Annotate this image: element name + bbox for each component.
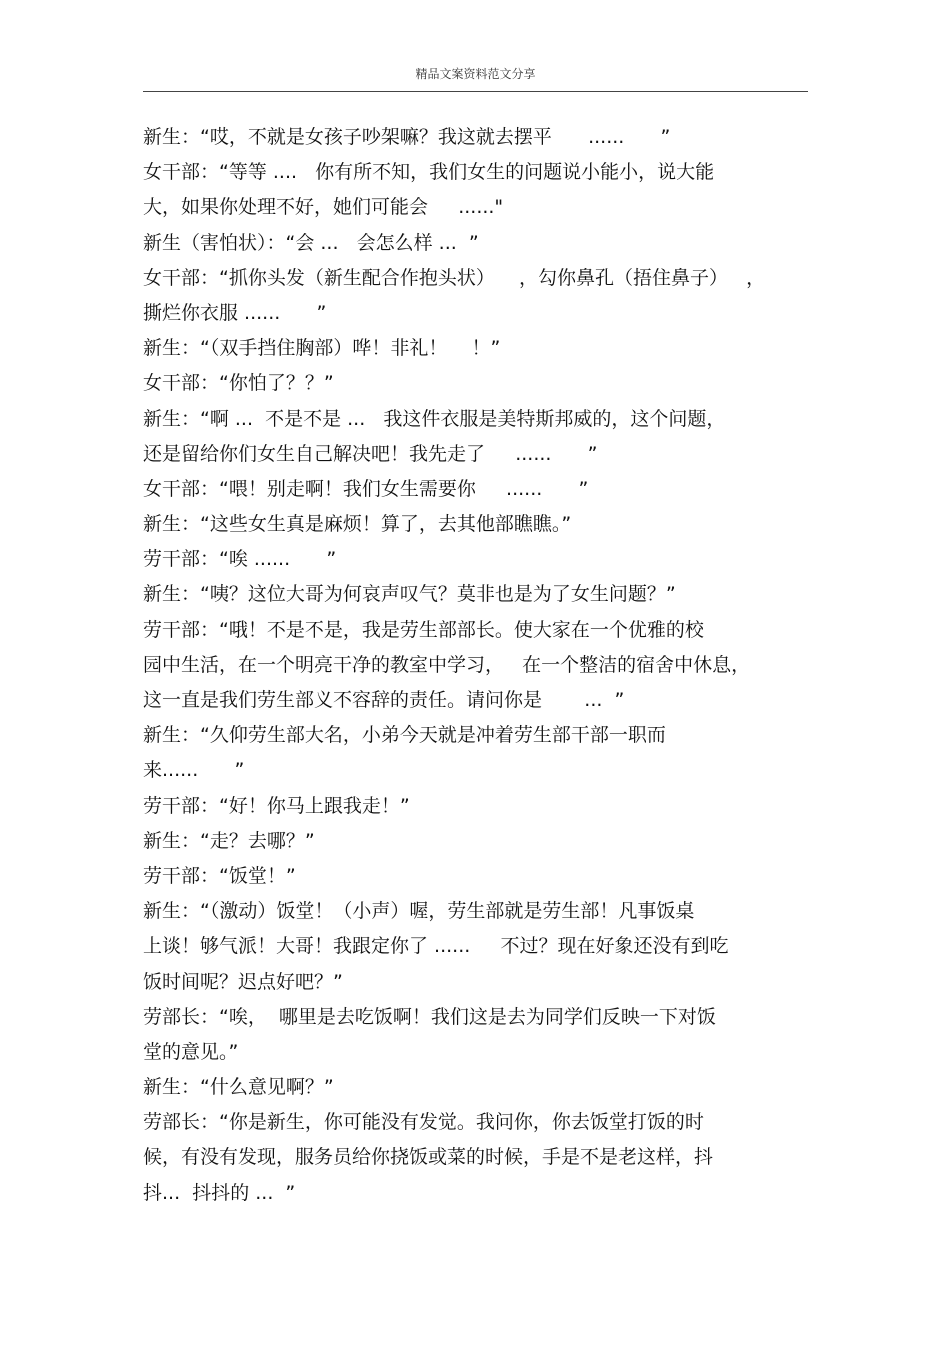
text-line: 上谈！够气派！大哥！我跟定你了 ...... 不过？现在好象还没有到吃: [143, 935, 729, 958]
text-line: 还是留给你们女生自己解决吧！我先走了 ...... ”: [143, 442, 598, 465]
header-rule: [143, 91, 808, 92]
text-line: 新生：“哎，不就是女孩子吵架嘛？我这就去摆平 ...... ”: [143, 126, 671, 148]
text-line: 撕烂你衣服 ...... ”: [143, 301, 327, 324]
text-line: 园中生活，在一个明亮干净的教室中学习， 在一个整洁的宿舍中休息，: [143, 653, 751, 676]
page-header: 精品文案资料范文分享: [415, 67, 536, 81]
text-line: 劳干部：“唉 ...... ”: [143, 548, 337, 571]
text-line: 女干部：“你怕了？？”: [143, 372, 334, 395]
text-line: 抖... 抖抖的 ... ”: [143, 1181, 296, 1204]
text-line: 新生：“（激动）饭堂！（小声）喔，劳生部就是劳生部！凡事饭桌: [143, 900, 695, 923]
text-line: 新生：“咦？这位大哥为何哀声叹气？莫非也是为了女生问题？”: [143, 583, 676, 606]
text-line: 劳部长：“你是新生，你可能没有发觉。我问你，你去饭堂打饭的时: [143, 1111, 704, 1134]
text-line: 女干部：“等等 .... 你有所不知，我们女生的问题说小能小，说大能: [143, 161, 715, 184]
text-line: 女干部：“喂！别走啊！我们女生需要你 ...... ”: [143, 477, 589, 500]
text-line: 新生（害怕状）：“会 ... 会怎么样 ... ”: [143, 231, 479, 254]
text-line: 新生：“啊 ... 不是不是 ... 我这件衣服是美特斯邦威的，这个问题，: [143, 407, 726, 430]
text-line: 这一直是我们劳生部义不容辞的责任。请问你是 ... ”: [143, 689, 625, 711]
text-line: 劳干部：“好！你马上跟我走！”: [143, 794, 410, 817]
text-line: 来...... ”: [143, 759, 245, 782]
text-line: 劳部长：“唉， 哪里是去吃饭啊！我们这是去为同学们反映一下对饭: [143, 1005, 716, 1028]
text-line: 饭时间呢？迟点好吧？”: [143, 970, 343, 993]
document-body: [143, 120, 813, 1211]
text-line: 劳干部：“饭堂！”: [143, 864, 296, 887]
text-line: 大，如果你处理不好，她们可能会 ......": [143, 196, 504, 219]
text-line: 新生：“什么意见啊？”: [143, 1076, 334, 1099]
text-line: 候，有没有发现，服务员给你挠饭或菜的时候，手是不是老这样，抖: [143, 1146, 714, 1169]
text-line: 堂的意见。”: [143, 1040, 239, 1063]
text-line: 劳干部：“哦！不是不是，我是劳生部部长。使大家在一个优雅的校: [143, 618, 704, 641]
text-line: 新生：“这些女生真是麻烦！算了，去其他部瞧瞧。”: [143, 513, 572, 536]
text-line: 新生：“走？去哪？”: [143, 829, 315, 852]
text-line: 新生：“久仰劳生部大名，小弟今天就是冲着劳生部干部一职而: [143, 724, 666, 747]
text-line: 新生：“（双手挡住胸部）哗！非礼！ ！”: [143, 337, 501, 360]
text-line: 女干部：“抓你头发（新生配合作抱头状） ，勾你鼻孔（捂住鼻子） ，: [143, 266, 766, 289]
